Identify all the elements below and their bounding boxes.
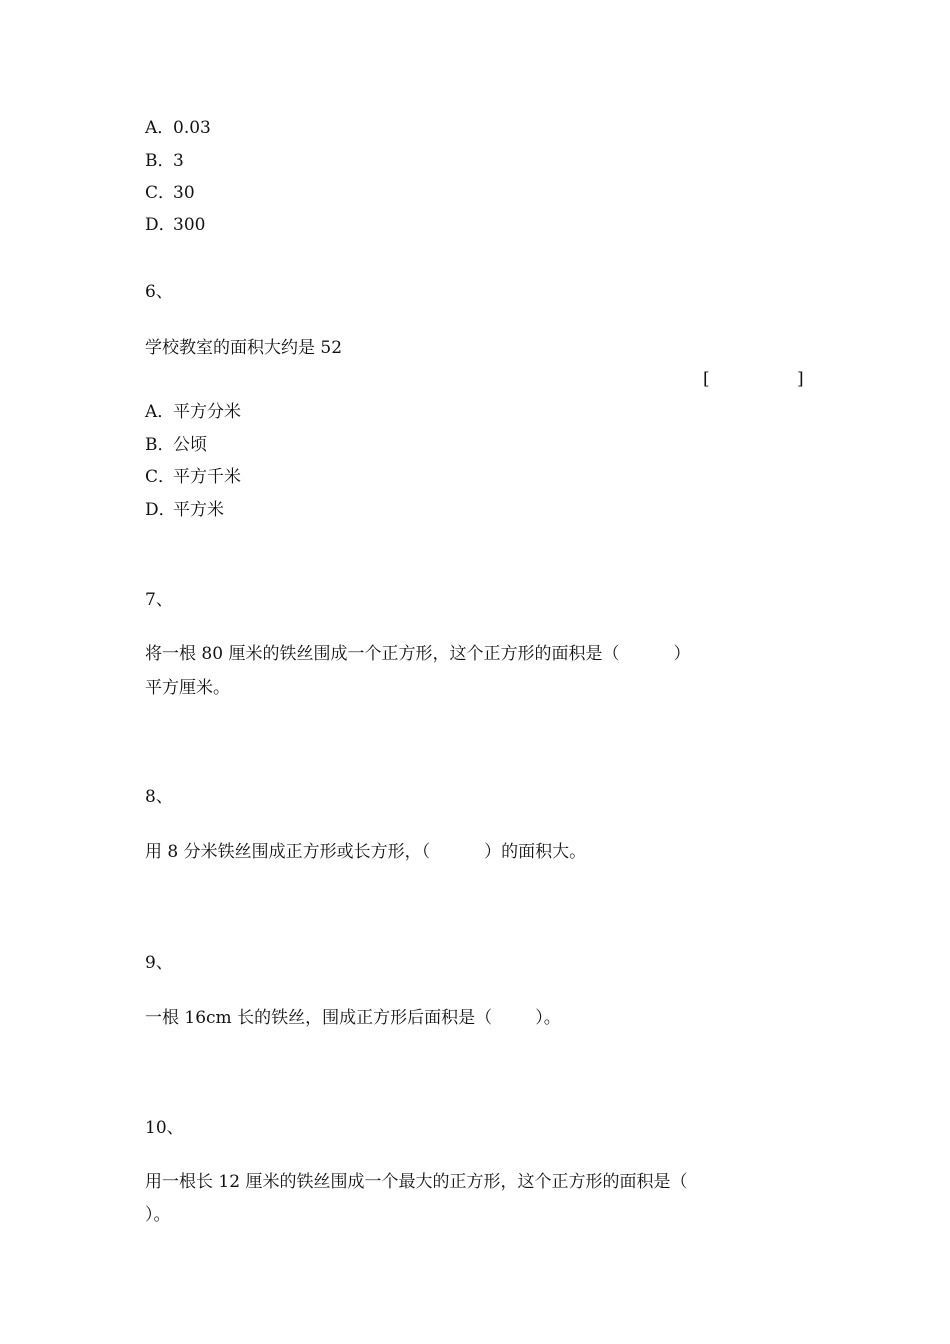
q6-stem: 学校教室的面积大约是 52: [145, 338, 343, 358]
q7-number: 7、: [145, 590, 173, 610]
q6-option-d-text: 平方米: [173, 500, 224, 520]
q5-option-c: [145, 182, 195, 204]
q7-stem-line1: 将一根 80 厘米的铁丝围成一个正方形，这个正方形的面积是（ ）: [145, 644, 691, 664]
q6-number: 6、: [145, 282, 173, 302]
q5-option-d-letter: D．: [145, 215, 176, 235]
q5-option-b-text: 3: [173, 151, 184, 171]
q9-stem: 一根 16cm 长的铁丝，围成正方形后面积是（ ）。: [145, 1008, 561, 1028]
q5-option-b-letter: B．: [145, 151, 175, 171]
q5-option-d-text: 300: [173, 215, 206, 235]
q6-option-b: [145, 434, 207, 456]
q6-option-b-text: 公顷: [173, 435, 207, 455]
q7-stem-line2: 平方厘米。: [145, 678, 230, 698]
q6-option-c: [145, 466, 241, 488]
q5-option-b: [145, 150, 184, 172]
q10-stem-line2: ）。: [145, 1205, 171, 1225]
q6-option-a-letter: A．: [145, 402, 175, 422]
q5-option-a-text: 0.03: [173, 118, 211, 138]
q10-number: 10、: [145, 1118, 184, 1138]
q6-option-a: [145, 401, 241, 423]
q8-number: 8、: [145, 787, 173, 807]
q8-stem: 用 8 分米铁丝围成正方形或长方形，（ ）的面积大。: [145, 842, 587, 862]
q6-option-d: [145, 499, 224, 521]
q10-stem-line1: 用一根长 12 厘米的铁丝围成一个最大的正方形，这个正方形的面积是（: [145, 1172, 688, 1192]
q6-option-a-text: 平方分米: [173, 402, 241, 422]
q5-option-a: [145, 117, 211, 139]
q9-number: 9、: [145, 953, 173, 973]
q6-option-c-letter: C．: [145, 467, 176, 487]
q6-bracket-open: [: [703, 369, 710, 389]
q6-option-c-text: 平方千米: [173, 467, 241, 487]
q5-option-d: [145, 214, 205, 236]
q6-option-d-letter: D．: [145, 500, 176, 520]
q6-option-b-letter: B．: [145, 435, 175, 455]
q5-option-c-letter: C．: [145, 183, 176, 203]
q5-option-c-text: 30: [173, 183, 195, 203]
q5-option-a-letter: A．: [145, 118, 175, 138]
q6-bracket-close: ]: [797, 369, 804, 389]
